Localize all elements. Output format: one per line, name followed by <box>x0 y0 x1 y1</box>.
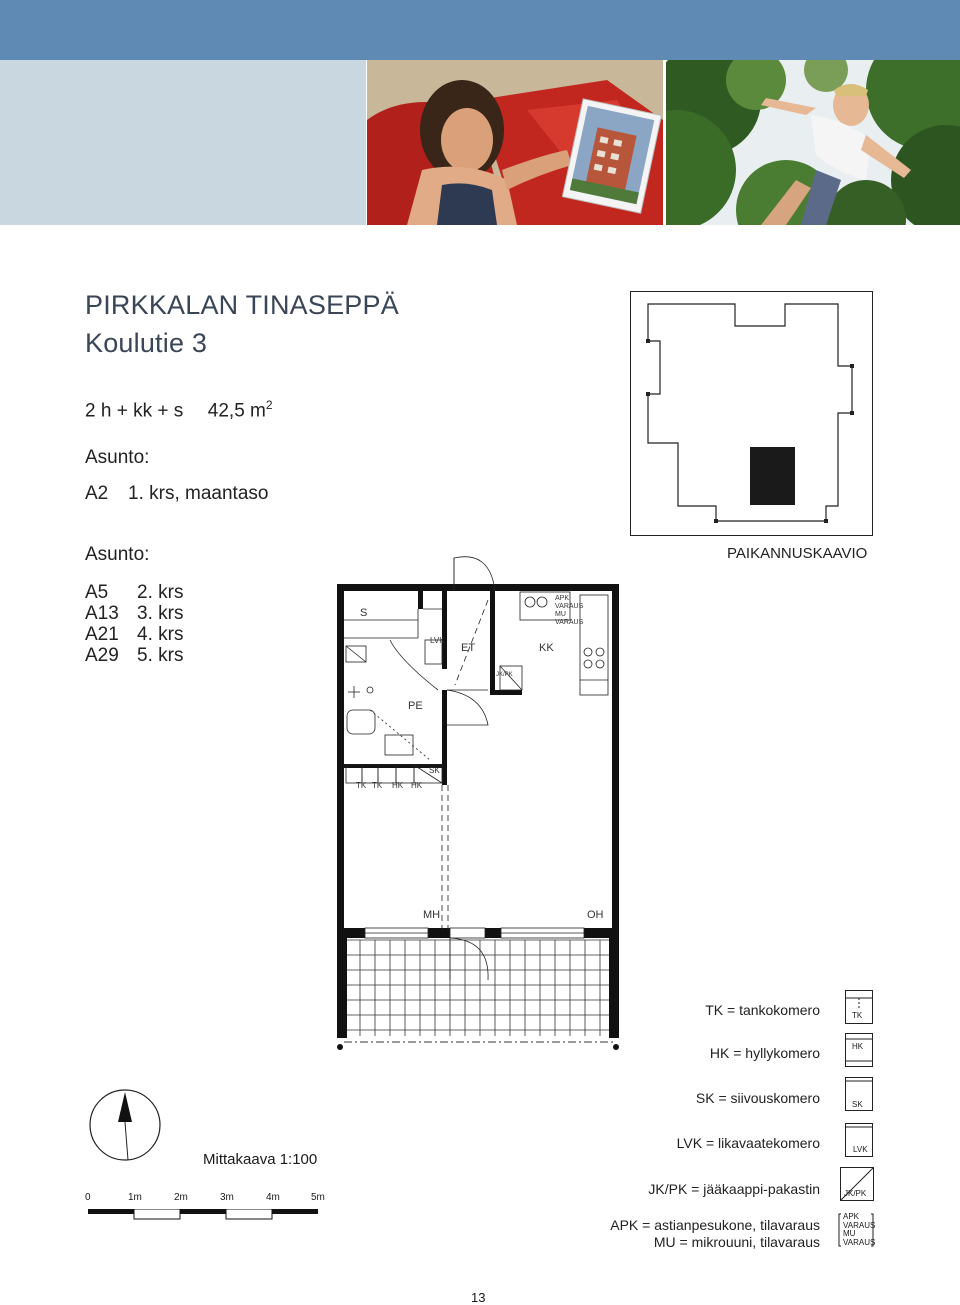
legend-lvk-text: LVK = likavaatekomero <box>676 1135 820 1151</box>
site-plan <box>630 291 873 536</box>
apartment-label-1: Asunto: <box>85 447 150 468</box>
legend-sk-box-label: SK <box>852 1100 863 1109</box>
apartment-a2-code: A2 <box>85 483 109 504</box>
room-label-tk-1: TK <box>356 781 367 790</box>
other-apartment-row: A5 2. krs <box>85 582 184 603</box>
room-label-hk-2: HK <box>411 781 423 790</box>
apartment-type <box>85 398 273 422</box>
legend-jkpk-box-label: JK/PK <box>844 1189 867 1198</box>
room-label-et: ET <box>461 642 476 654</box>
scale-ticks <box>85 1192 335 1204</box>
legend-hk-box-label: HK <box>852 1042 864 1051</box>
apartment-type-text: 2 h + kk + s <box>85 400 184 422</box>
room-label-jkpk: JK/PK <box>496 672 513 678</box>
room-label-tk-2: TK <box>372 781 383 790</box>
legend-mu-line: MU = mikrouuni, tilavaraus <box>653 1234 820 1250</box>
scale-tick: 1m <box>128 1192 142 1203</box>
scale-tick: 4m <box>266 1192 280 1203</box>
legend-apk-line: APK = astianpesukone, tilavaraus <box>610 1217 820 1233</box>
floor-plan <box>330 540 630 1060</box>
room-label-sk: SK <box>429 766 440 775</box>
room-label-lvk: LVK <box>430 636 445 645</box>
photo-woman-with-picture <box>367 60 663 225</box>
header-color-block <box>0 60 366 225</box>
page-number: 13 <box>471 1290 486 1305</box>
page-subtitle-address: Koulutie 3 <box>85 328 208 358</box>
room-label-hk-1: HK <box>392 781 404 790</box>
apartment-label-2: Asunto: <box>85 544 150 565</box>
other-apartment-row: A13 3. krs <box>85 603 184 624</box>
scale-label: Mittakaava 1:100 <box>203 1151 318 1168</box>
legend-tk-text: TK = tankokomero <box>705 1002 820 1018</box>
room-label-apk: APK VARAUS MU VARAUS <box>555 595 584 626</box>
legend-apk <box>610 1217 820 1251</box>
legend-sk-text: SK = siivouskomero <box>695 1090 820 1106</box>
site-plan-label: PAIKANNUSKAAVIO <box>727 545 868 562</box>
north-arrow-icon <box>88 1088 162 1167</box>
room-label-oh: OH <box>587 909 604 921</box>
scale-tick: 0 <box>85 1192 91 1203</box>
room-label-s: S <box>360 607 368 619</box>
legend-apk-icon: APK VARAUS MU VARAUS <box>838 1212 874 1248</box>
page-title: PIRKKALAN TINASEPPÄ <box>85 290 399 320</box>
room-label-kk: KK <box>539 642 554 654</box>
legend-jkpk-text: JK/PK = jääkaappi-pakastin <box>648 1181 820 1197</box>
apartment-area-sup: 2 <box>265 398 273 412</box>
legend-lvk-box-label: LVK <box>853 1145 868 1154</box>
room-label-pe: PE <box>408 700 423 712</box>
other-apartment-row: A29 5. krs <box>85 645 184 666</box>
other-apartments-list <box>85 582 183 666</box>
photo-boy-under-trees <box>666 60 960 225</box>
legend-hk-text: HK = hyllykomero <box>709 1045 820 1061</box>
room-label-mh: MH <box>423 909 441 921</box>
scale-tick: 5m <box>311 1192 325 1203</box>
apartment-area: 42,5 m <box>207 400 266 422</box>
apartment-a2-floor: 1. krs, maantaso <box>128 483 269 504</box>
scale-tick: 3m <box>220 1192 234 1203</box>
header-bar <box>0 0 960 60</box>
scale-bar <box>88 1208 318 1226</box>
legend-tk-box-label: TK <box>852 1011 863 1020</box>
other-apartment-row: A21 4. krs <box>85 624 184 645</box>
scale-tick: 2m <box>174 1192 188 1203</box>
